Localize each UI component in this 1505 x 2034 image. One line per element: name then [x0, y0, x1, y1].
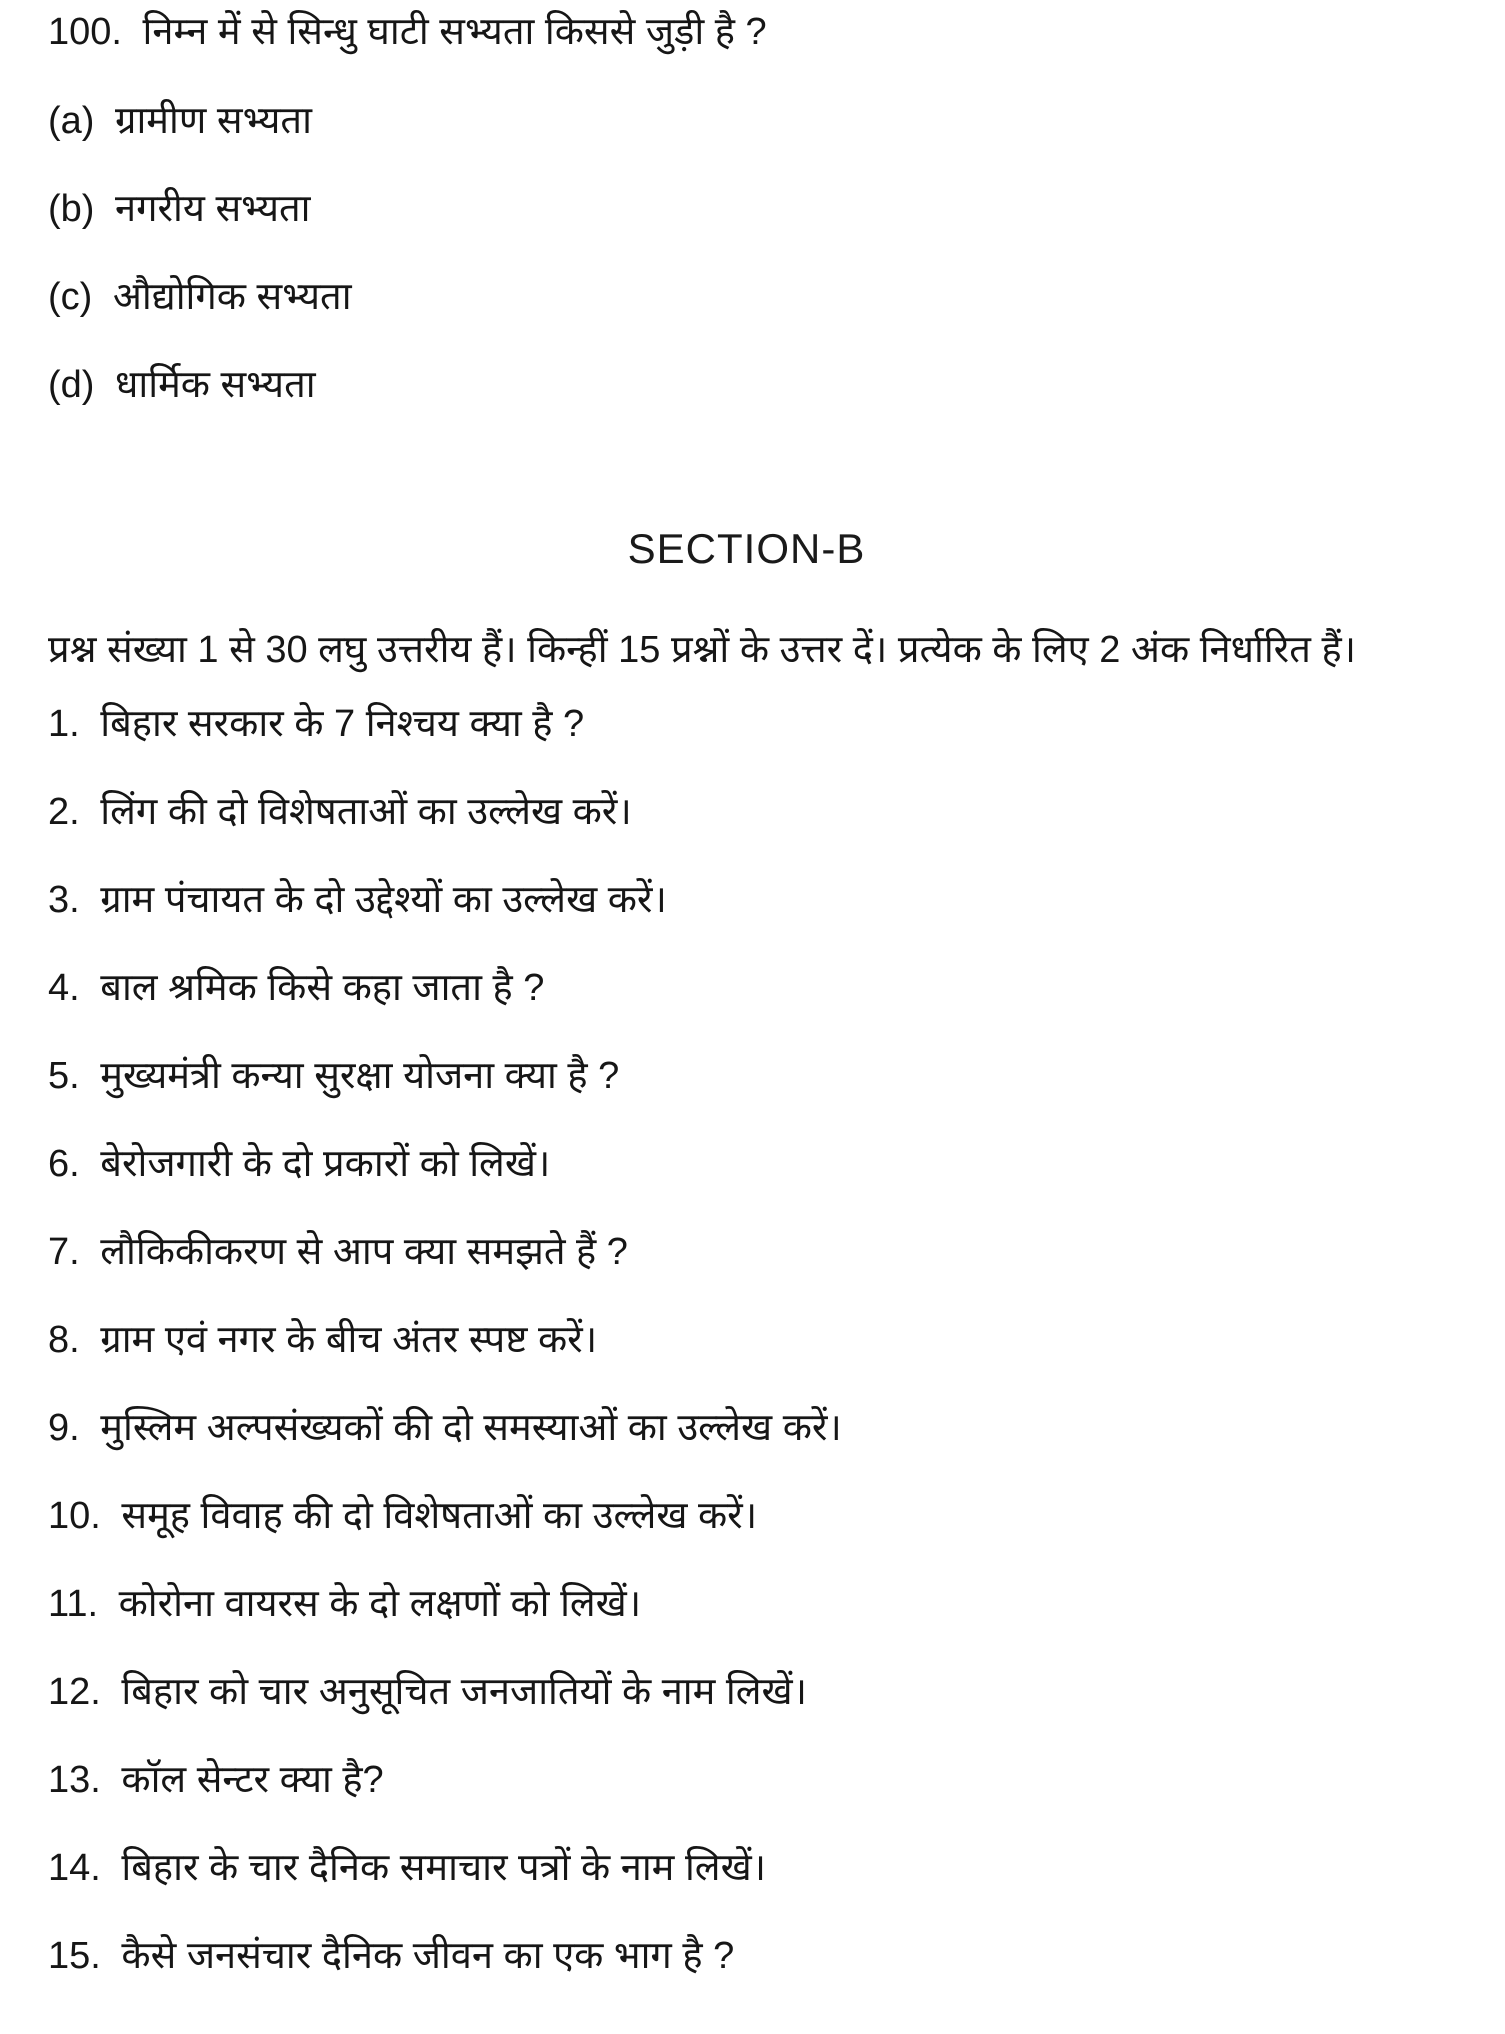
- question-100-number: 100.: [48, 11, 122, 53]
- option-a-label: (a): [48, 100, 95, 142]
- question-12-text: बिहार को चार अनुसूचित जनजातियों के नाम लिखें।: [121, 1671, 808, 1713]
- question-4: [48, 965, 1445, 1011]
- question-14-text: बिहार के चार दैनिक समाचार पत्रों के नाम लिखें।: [121, 1847, 767, 1889]
- question-1: [48, 701, 1445, 747]
- question-6: [48, 1141, 1445, 1187]
- question-11: [48, 1581, 1445, 1627]
- question-9-text: मुस्लिम अल्पसंख्यकों की दो समस्याओं का उल्लेख करें।: [100, 1407, 842, 1449]
- question-6-text: बेरोजगारी के दो प्रकारों को लिखें।: [100, 1143, 551, 1185]
- question-5-number: 5.: [48, 1055, 80, 1097]
- question-5: [48, 1053, 1445, 1099]
- option-a-text: ग्रामीण सभ्यता: [115, 100, 312, 142]
- question-10-number: 10.: [48, 1495, 101, 1537]
- question-12-number: 12.: [48, 1671, 101, 1713]
- question-13: [48, 1757, 1445, 1803]
- option-d-text: धार्मिक सभ्यता: [115, 364, 316, 406]
- question-15-number: 15.: [48, 1935, 101, 1977]
- section-b-heading: SECTION-B: [627, 525, 866, 572]
- question-4-number: 4.: [48, 967, 80, 1009]
- question-2-text: लिंग की दो विशेषताओं का उल्लेख करें।: [100, 791, 632, 833]
- question-1-text: बिहार सरकार के 7 निश्चय क्या है ?: [100, 703, 585, 745]
- option-b-text: नगरीय सभ्यता: [115, 188, 311, 230]
- question-8-text: ग्राम एवं नगर के बीच अंतर स्पष्ट करें।: [100, 1319, 598, 1361]
- question-8: [48, 1317, 1445, 1363]
- question-15: [48, 1933, 1445, 1979]
- section-b-instructions: प्रश्न संख्या 1 से 30 लघु उत्तरीय हैं। किन्हीं 15 प्रश्नों के उत्तर दें। प्रत्येक के लिए 2 अंक निर्धारित हैं।: [48, 629, 1357, 671]
- question-100-text: निम्न में से सिन्धु घाटी सभ्यता किससे जुड़ी है ?: [142, 11, 767, 53]
- question-6-number: 6.: [48, 1143, 80, 1185]
- question-100: [48, 8, 1445, 56]
- question-1-number: 1.: [48, 703, 80, 745]
- option-b: [48, 186, 1445, 232]
- question-15-text: कैसे जनसंचार दैनिक जीवन का एक भाग है ?: [121, 1935, 735, 1977]
- question-10: [48, 1493, 1445, 1539]
- question-9-number: 9.: [48, 1407, 80, 1449]
- question-10-text: समूह विवाह की दो विशेषताओं का उल्लेख करें।: [121, 1495, 758, 1537]
- question-4-text: बाल श्रमिक किसे कहा जाता है ?: [100, 967, 545, 1009]
- question-14-number: 14.: [48, 1847, 101, 1889]
- question-3: [48, 877, 1445, 923]
- question-11-text: कोरोना वायरस के दो लक्षणों को लिखें।: [118, 1583, 642, 1625]
- question-3-number: 3.: [48, 879, 80, 921]
- option-c-label: (c): [48, 276, 93, 318]
- question-9: [48, 1405, 1445, 1451]
- short-answer-question-list: [48, 701, 1445, 1979]
- question-7-number: 7.: [48, 1231, 80, 1273]
- option-c: [48, 274, 1445, 320]
- question-2-number: 2.: [48, 791, 80, 833]
- option-c-text: औद्योगिक सभ्यता: [112, 276, 352, 318]
- question-8-number: 8.: [48, 1319, 80, 1361]
- question-12: [48, 1669, 1445, 1715]
- question-14: [48, 1845, 1445, 1891]
- question-2: [48, 789, 1445, 835]
- question-3-text: ग्राम पंचायत के दो उद्देश्यों का उल्लेख करें।: [100, 879, 667, 921]
- question-13-number: 13.: [48, 1759, 101, 1801]
- option-a: [48, 98, 1445, 144]
- option-b-label: (b): [48, 188, 95, 230]
- question-13-text: कॉल सेन्टर क्या है?: [121, 1759, 384, 1801]
- option-d: [48, 362, 1445, 408]
- question-5-text: मुख्यमंत्री कन्या सुरक्षा योजना क्या है ?: [100, 1055, 620, 1097]
- question-7: [48, 1229, 1445, 1275]
- question-11-number: 11.: [48, 1583, 99, 1625]
- question-7-text: लौकिकीकरण से आप क्या समझते हैं ?: [100, 1231, 628, 1273]
- option-d-label: (d): [48, 364, 95, 406]
